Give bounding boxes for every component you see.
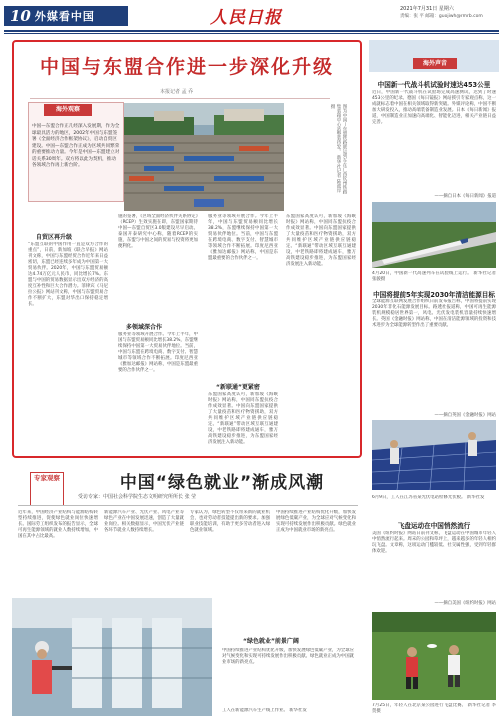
lower-headline[interactable]: 中国“绿色就业”渐成风潮 bbox=[119, 473, 325, 493]
issue-date: 2021年7月31日 星期六 bbox=[400, 6, 454, 12]
right-column-tag: 海外声音 bbox=[413, 58, 457, 69]
lead-photo-caption: 图为中国—东盟铁路联运列车在广西钦州铁路集装箱中心站整装待发。 新华社记者 陆波岸摄 bbox=[330, 104, 347, 194]
right-photo3-caption: 7月25日，年轻人在北京某公园进行飞盘比赛。 新华社记者 李贺摄 bbox=[372, 703, 496, 714]
lead-body-col2: 施的签署，《区域全面经济伙伴关系协定》（RCEP）生效实施在即，东盟国家期待中国—东盟自贸区3.0版建设尽早启动。泰国开泰研究中心称，随着RCEP的实施，东盟与中国之间的贸易与投资将更加便利化。 bbox=[118, 214, 198, 249]
right-story2-body: 全球能源互联网发展合作组织日前发布报告称，中国将提前实现2030年非化石能源发展目标。路透社报道称，中国可再生能源装机规模稳居世界第一，风电、光伏发电装机容量持续快速增长。英国《金融时报》网站称，中国在清洁能源领域的投资和技术进步为全球能源转型作出了重要贡献。 bbox=[372, 299, 496, 328]
lower-subhead: “绿色就业”前景广阔 bbox=[243, 638, 299, 645]
subhead-2: 多领域深合作 bbox=[126, 324, 163, 331]
lower-body-col2: 新能源汽车产业、光伏产业、风电产业等绿色产业在中国发展迅速，创造了大量就业岗位。相关数据显示，中国光伏产业链各环节就业人数持续增长。 bbox=[104, 510, 184, 533]
header-rule-thin bbox=[4, 33, 499, 34]
right-photo-solar[interactable] bbox=[372, 420, 496, 490]
highlight-text: 中国—东盟合作正几经深入发展期，作为全球最具活力的地区，2002年中国与东盟签署《全面经济合作框架协议》，启动自贸区建设。中国—东盟合作正成为区域共同繁荣的重要推动力量。今年是中国—东盟建立对话关系30周年。双方将以此为契机，推动各领域合作再上新台阶。 bbox=[32, 124, 120, 168]
highlight-tag: 海外观察 bbox=[44, 104, 92, 116]
lead-body-col2b: 服务业等领域开展合作。今年上半年，中国与东盟贸易额同比增长38.2%，东盟继续保持中国第一大贸易伙伴地位。当前，中国与东盟在跨境电商、数字支付、智慧城市等领域合作不断拓展。印度尼西亚《雅加达邮报》网站称，中国是东盟最重要的合作伙伴之一。 bbox=[118, 332, 198, 373]
railyard-image bbox=[124, 103, 284, 211]
lower-story-tag: 专家观察 bbox=[30, 472, 64, 506]
frisbee-image bbox=[372, 612, 496, 700]
right-photo-train[interactable] bbox=[372, 202, 496, 268]
subhead-3: “新联通”更紧密 bbox=[216, 384, 260, 391]
lower-byline: 受访专家：中国社会科学院生态文明研究所所长 张 莹 bbox=[78, 494, 197, 500]
lower-divider bbox=[18, 505, 358, 506]
right-photo2-caption: 6月9日，工人在江苏省某光伏电站检修光伏板。 新华社发 bbox=[372, 495, 485, 500]
right-story3-body: 美国《纽约时报》网站日前刊文称，飞盘运动在中国城市年轻人中悄然流行起来。周末的公园和草坪上，越来越多的年轻人相约玩飞盘。文章称，这项运动门槛较低、社交属性强，受到年轻群体欢迎。 bbox=[372, 531, 496, 554]
solar-panel-image bbox=[372, 420, 496, 490]
editor-credits: 责编：张 平 邮箱：guojiwh@rmrb.com bbox=[400, 14, 483, 19]
right-story1-body: 近日，中国新一代战斗机在试验场完成高速测试，达到了时速453公里的纪录。德国《每日镜报》网站援引专家观点称，这一成就标志着中国在相关领域取得新突破。外媒评论称，中国不断加大研发投入，推动高端装备制造业发展。日本《每日新闻》报道，中国制造业正加速向高端化、智能化迈进，相关产业链日益完善。 bbox=[372, 90, 496, 125]
lead-photo-railyard[interactable] bbox=[124, 103, 284, 211]
lower-body-tail: 中国持续推进产业结构优化升级，加快发展绿色低碳产业，为全球应对气候变化和实现可持续发展作出积极贡献。绿色就业正成为中国就业市场的新亮点。 bbox=[222, 648, 354, 665]
lead-body-col4: 东盟国家高度认可，新加坡《海峡时报》网站称，中国同东盟抗疫合作成效显著。中国向东盟国家提供了大量疫苗和医疗物资援助，双方共同维护区域产业链供应链稳定。“新联通”带动区域互联互通建设，中老铁路即将建成通车，雅万高铁建设稳步推进，为东盟国家经济发展注入新动能。 bbox=[286, 214, 356, 267]
lead-body-col3: 服务业等领域开展合作。今年上半年，中国与东盟贸易额同比增长38.2%，东盟继续保持中国第一大贸易伙伴地位。当前，中国与东盟在跨境电商、数字支付、智慧城市等领域合作不断拓展。印度尼西亚《雅加达邮报》网站称，中国是东盟最重要的合作伙伴之一。 bbox=[208, 214, 278, 261]
section-name: 外媒看中国 bbox=[34, 10, 95, 23]
right-story3-title[interactable]: 飞盘运动在中国悄然流行 bbox=[397, 522, 471, 530]
right-story2-source: ——摘自英国《金融时报》网站 bbox=[434, 413, 496, 418]
page-number: 10 bbox=[10, 7, 31, 25]
right-story1-title[interactable]: 中国新一代战斗机试验时速达453公里 bbox=[377, 81, 491, 89]
right-photo-frisbee[interactable] bbox=[372, 612, 496, 700]
lower-body-col4: 中国持续推进产业结构优化升级，加快发展绿色低碳产业，为全球应对气候变化和实现可持续发展作出积极贡献。绿色就业正成为中国就业市场的新亮点。 bbox=[276, 510, 356, 533]
right-story2-title[interactable]: 中国将提前5年实现2030年清洁能源目标 bbox=[373, 291, 495, 299]
lead-body-col1: “东盟互联的中国作用一直是双方合作的重点”，日前，新加坡《联合早报》网站刊文称，中国与东盟经贸合作近年来日益密切，东盟已经连续多年成为中国第一大贸易伙伴。2020年，中国与东盟贸易额达4.74万亿元人民币，同比增长7%。东盟与中国的贸易数据显示出双方经济的高度互补性和巨大合作潜力。菲律宾《马尼拉公报》网站刊文称，中国与东盟贸易合作不断扩大，东盟对华出口保持稳定增长。 bbox=[28, 242, 108, 307]
header-rule bbox=[4, 30, 499, 32]
lead-headline[interactable]: 中国与东盟合作进一步深化升级 bbox=[39, 56, 334, 78]
masthead-logo: 人民日报 bbox=[210, 8, 282, 28]
right-story1-source: ——摘自日本《每日新闻》报道 bbox=[434, 194, 496, 199]
lower-body-col1: 近年来，中国经济产业结构与能源结构转型持续推进，促使绿色就业岗位快速增长。国际劳工组织发布的报告显示，全球可再生能源领域的就业人数持续增加，中国在其中占比最高。 bbox=[18, 510, 98, 539]
lower-photo-factory[interactable] bbox=[12, 598, 212, 716]
lower-body-col3: 专家认为，绿色转型不仅带来新的就业机会，也对劳动者技能提出新的要求。加强职业技能培训，有助于更多劳动者进入绿色就业领域。 bbox=[190, 510, 270, 533]
lead-body-col3b: 东盟国家高度认可，新加坡《海峡时报》网站称，中国同东盟抗疫合作成效显著。中国向东盟国家提供了大量疫苗和医疗物资援助，双方共同维护区域产业链供应链稳定。“新联通”带动区域互联互通建设，中老铁路即将建成通车，雅万高铁建设稳步推进，为东盟国家经济发展注入新动能。 bbox=[208, 392, 278, 445]
right-photo1-caption: 4月20日，中国新一代高速列车在试验线上运行。 新华社记者 张骏摄 bbox=[372, 271, 496, 282]
lead-byline: 本报记者 孟 乔 bbox=[160, 89, 194, 95]
page-section-badge bbox=[4, 6, 128, 26]
factory-image bbox=[12, 598, 212, 716]
lead-divider bbox=[30, 98, 330, 99]
lower-photo-caption: 工人在新能源汽车生产线上作业。 新华社发 bbox=[222, 708, 307, 713]
train-image bbox=[372, 202, 496, 268]
right-story3-source: ——摘自美国《纽约时报》网站 bbox=[434, 601, 496, 606]
subhead-1: 自贸区再升级 bbox=[36, 234, 73, 241]
